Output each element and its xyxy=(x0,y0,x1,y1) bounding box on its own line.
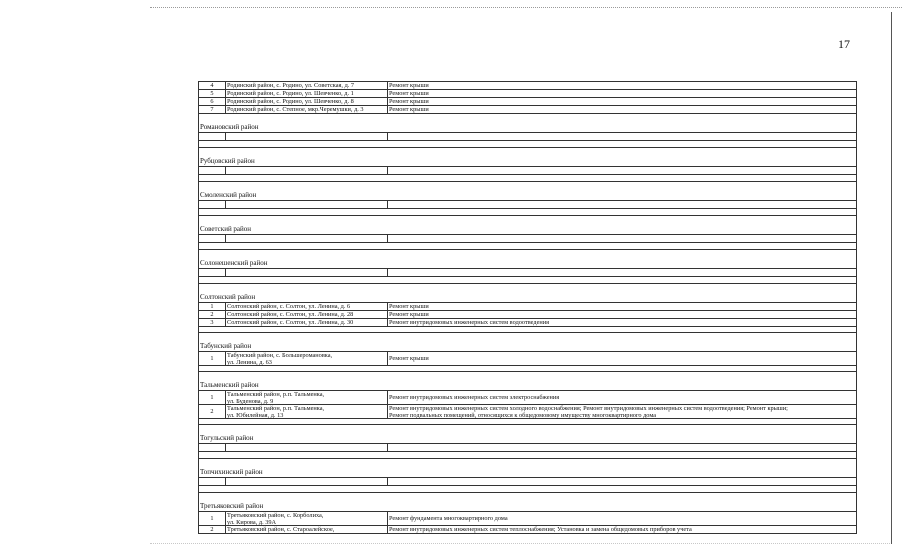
address-cell xyxy=(226,201,388,208)
table-row xyxy=(199,105,856,113)
work-line: Ремонт подвальных помещений, относящихся к общедомовому имуществу многоквартирного дома xyxy=(389,411,657,419)
repair-schedule-table xyxy=(198,81,857,534)
address-line: Солтонский район, с. Солтон, ул. Ленина, д. 30 xyxy=(227,319,354,326)
table-spacer xyxy=(199,276,856,283)
address-cell xyxy=(226,82,388,89)
work-line: Ремонт крыши xyxy=(389,82,429,89)
work-line: Ремонт внутридомовых инженерных систем водоотведения xyxy=(389,319,550,326)
address-cell xyxy=(226,311,388,318)
address-cell xyxy=(226,167,388,174)
district-heading: Романовский район xyxy=(199,113,856,132)
address-cell xyxy=(226,303,388,310)
address-line: Тальменский район, р.п. Тальменка, xyxy=(227,404,325,412)
address-line: Табунский район, с. Большеромановка, xyxy=(227,351,333,359)
row-number-cell: 1 xyxy=(199,512,226,525)
row-number-cell xyxy=(199,235,226,242)
work-type-cell xyxy=(388,82,856,89)
row-number-cell xyxy=(199,478,226,485)
work-line: Ремонт крыши xyxy=(389,355,429,362)
address-cell xyxy=(226,319,388,326)
address-line: ул. Ленина, д. 63 xyxy=(227,358,272,366)
table-spacer xyxy=(199,485,856,492)
work-type-cell xyxy=(388,201,856,208)
work-line: Ремонт внутридомовых инженерных систем электроснабжения xyxy=(389,394,560,401)
table-spacer xyxy=(199,451,856,458)
district-heading: Солтонский район xyxy=(199,283,856,302)
address-cell xyxy=(226,269,388,276)
page-number: 17 xyxy=(838,37,850,51)
table-spacer xyxy=(199,242,856,249)
work-type-cell xyxy=(388,352,856,365)
table-row xyxy=(199,89,856,97)
district-heading: Солонешенский район xyxy=(199,249,856,268)
work-line: Ремонт крыши xyxy=(389,90,429,97)
work-type-cell xyxy=(388,133,856,140)
work-type-cell xyxy=(388,106,856,113)
table-row xyxy=(199,318,856,326)
address-cell xyxy=(226,106,388,113)
address-line: Солтонский район, с. Солтон, ул. Ленина, д. 6 xyxy=(227,303,351,310)
address-cell xyxy=(226,526,388,533)
address-line: Родинский район, с. Родино, ул. Шевченко, д. 1 xyxy=(227,90,354,97)
address-line: Родинский район, с. Родино, ул. Шевченко, д. 8 xyxy=(227,98,354,105)
address-line: Солтонский район, с. Солтон, ул. Ленина, д. 28 xyxy=(227,311,354,318)
row-number-cell: 2 xyxy=(199,405,226,418)
district-heading: Табунский район xyxy=(199,332,856,351)
work-line: Ремонт крыши xyxy=(389,303,429,310)
address-line: Третьяковский район, с. Корболиха, xyxy=(227,511,324,519)
table-row xyxy=(199,511,856,525)
table-row-empty xyxy=(199,166,856,174)
work-type-cell xyxy=(388,311,856,318)
table-row-empty xyxy=(199,200,856,208)
district-heading: Советский район xyxy=(199,215,856,234)
row-number-cell xyxy=(199,201,226,208)
work-type-cell xyxy=(388,391,856,404)
row-number-cell: 2 xyxy=(199,526,226,533)
address-cell xyxy=(226,90,388,97)
table-row-empty xyxy=(199,268,856,276)
table-row xyxy=(199,81,856,89)
address-cell xyxy=(226,352,388,365)
row-number-cell: 1 xyxy=(199,391,226,404)
district-heading: Рубцовский район xyxy=(199,147,856,166)
district-heading: Тальменский район xyxy=(199,371,856,390)
scan-bottom-edge xyxy=(150,543,890,544)
row-number-cell: 2 xyxy=(199,311,226,318)
address-cell xyxy=(226,391,388,404)
work-type-cell xyxy=(388,269,856,276)
work-line: Ремонт крыши xyxy=(389,98,429,105)
work-type-cell xyxy=(388,319,856,326)
address-cell xyxy=(226,133,388,140)
work-type-cell xyxy=(388,444,856,451)
table-spacer xyxy=(199,208,856,215)
row-number-cell: 6 xyxy=(199,98,226,105)
table-row xyxy=(199,390,856,404)
work-line: Ремонт внутридомовых инженерных систем холодного водоснабжения; Ремонт внутридомовых инженерных систем водоотведения; Ремонт крыши; xyxy=(389,404,788,412)
table-row xyxy=(199,302,856,310)
address-cell xyxy=(226,512,388,525)
district-heading: Тогульский район xyxy=(199,424,856,443)
table-row xyxy=(199,97,856,105)
row-number-cell xyxy=(199,167,226,174)
address-cell xyxy=(226,478,388,485)
work-type-cell xyxy=(388,526,856,533)
work-type-cell xyxy=(388,512,856,525)
table-row xyxy=(199,525,856,533)
address-cell xyxy=(226,235,388,242)
row-number-cell: 4 xyxy=(199,82,226,89)
address-line: Тальменский район, р.п. Тальменка, xyxy=(227,390,325,398)
row-number-cell xyxy=(199,444,226,451)
row-number-cell: 5 xyxy=(199,90,226,97)
table-row xyxy=(199,404,856,418)
work-type-cell xyxy=(388,167,856,174)
work-line: Ремонт внутридомовых инженерных систем теплоснабжения; Установка и замена общедомовых приборов учета xyxy=(389,526,692,533)
table-spacer xyxy=(199,140,856,147)
district-heading: Третьяковский район xyxy=(199,492,856,511)
row-number-cell xyxy=(199,269,226,276)
table-spacer xyxy=(199,174,856,181)
work-type-cell xyxy=(388,303,856,310)
address-cell xyxy=(226,405,388,418)
table-row xyxy=(199,351,856,365)
table-row xyxy=(199,310,856,318)
row-number-cell: 1 xyxy=(199,352,226,365)
address-line: ул. Юбилейная, д. 13 xyxy=(227,411,284,419)
table-row-empty xyxy=(199,443,856,451)
work-line: Ремонт фундамента многоквартирного дома xyxy=(389,515,508,522)
row-number-cell: 3 xyxy=(199,319,226,326)
row-number-cell: 7 xyxy=(199,106,226,113)
work-type-cell xyxy=(388,478,856,485)
address-line: ул. Кирова, д. 39А xyxy=(227,518,277,526)
work-type-cell xyxy=(388,405,856,418)
table-row-empty xyxy=(199,477,856,485)
district-heading: Смоленский район xyxy=(199,181,856,200)
address-cell xyxy=(226,444,388,451)
table-row-empty xyxy=(199,132,856,140)
work-line: Ремонт крыши xyxy=(389,106,429,113)
work-type-cell xyxy=(388,235,856,242)
address-line: Родинский район, с. Степное, мкр.Черемушки, д. 3 xyxy=(227,106,364,113)
work-type-cell xyxy=(388,98,856,105)
table-row-empty xyxy=(199,234,856,242)
work-type-cell xyxy=(388,90,856,97)
address-line: ул. Буденова, д. 9 xyxy=(227,397,274,405)
row-number-cell: 1 xyxy=(199,303,226,310)
address-line: Родинский район, с. Родино, ул. Советская, д. 7 xyxy=(227,82,355,89)
address-cell xyxy=(226,98,388,105)
address-line: Третьяковский район, с. Староалейское, xyxy=(227,526,335,533)
scan-right-edge xyxy=(891,12,892,544)
work-line: Ремонт крыши xyxy=(389,311,429,318)
scan-top-edge xyxy=(150,7,902,8)
row-number-cell xyxy=(199,133,226,140)
district-heading: Топчихинский район xyxy=(199,458,856,477)
